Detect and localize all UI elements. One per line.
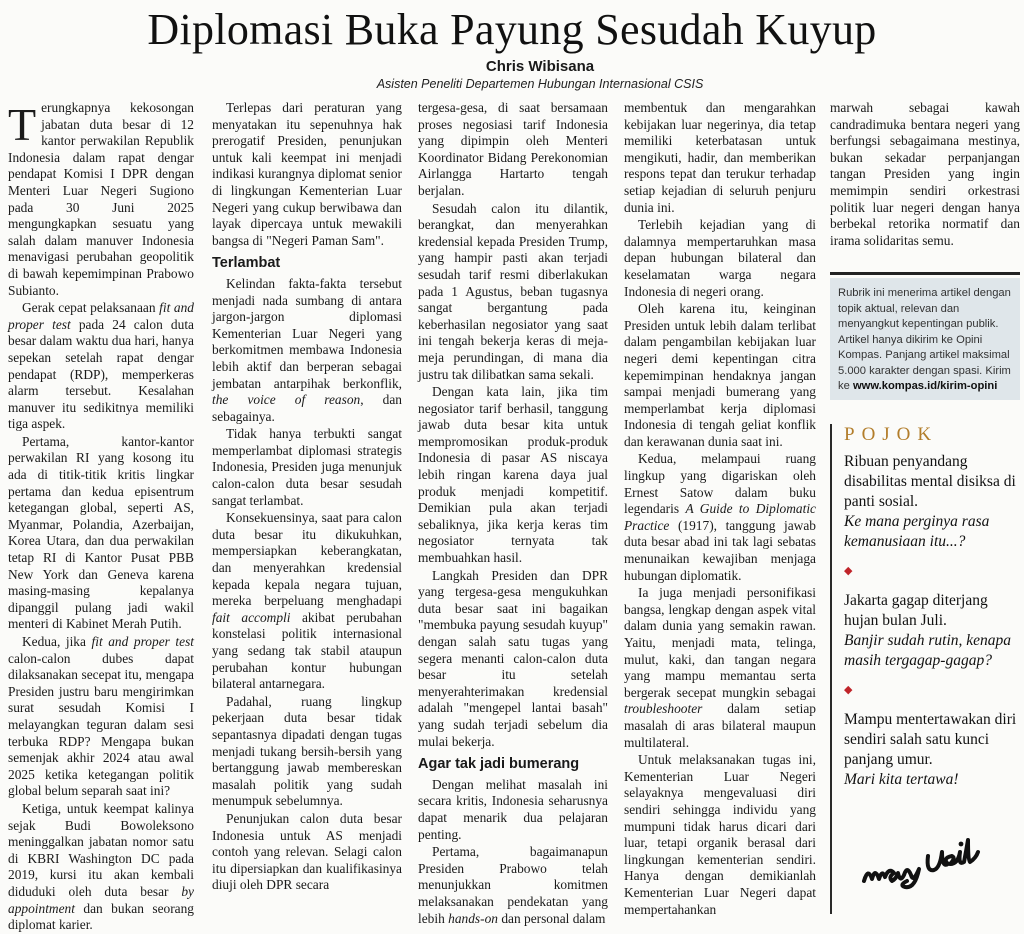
pojok-item: Ribuan penyandang disabilitas mental disiksa di panti sosial. Ke mana perginya rasa kemanusiaan itu...? xyxy=(844,453,1016,550)
paragraph: membentuk dan mengarahkan kebijakan luar negerinya, dia tetap memiliki keterbatasan untuk mengikuti, hadir, dan memberikan respons tepat dan terukur terhadap setiap kejadian di seluruh penjuru dunia ini. xyxy=(624,100,816,215)
paragraph xyxy=(8,100,194,299)
paragraph: Ketiga, untuk keempat kalinya sejak Budi Bowoleksono meninggalkan jabatan nomor satu di KBRI Washington DC pada 2019, kursi itu akan kembali diduduki oleh duta besar by appointment dan bukan seorang diplomat karier. xyxy=(8,800,194,933)
paragraph: Kedua, jika fit and proper test calon-calon dubes dapat dilaksanakan secepat itu, mengapa Presiden justru baru mengirimkan surat sesudah Komisi I melayangkan teguran dalam sesi terbuka RDP? Mengapa bukan semenjak akhir 2024 atau awal 2025 ketika ketegangan politik global belum separah saat ini? xyxy=(8,634,195,799)
paragraph-text: erungkapnya kekosongan jabatan duta besar di 12 kantor perwakilan Republik Indonesia dalam rapat dengar pendapat Komisi I DPR dengan Menteri Luar Negeri Sugiono pada 30 Juni 2025 mengungkapkan sesuatu yang salah dalam manuver Indonesia menavigasi perubahan geopolitik di bawah kepemimpinan Prabowo Subianto. xyxy=(8,100,194,298)
diamond-separator-icon: ◆ xyxy=(844,683,853,696)
paragraph: Tidak hanya terbukti sangat memperlambat diplomasi strategis Indonesia, Presiden juga menunjuk calon-calon duta besar sesudah sangat terlambat. xyxy=(212,426,402,508)
paragraph: Sesudah calon itu dilantik, berangkat, dan menyerahkan kredensial kepada Presiden Trump, yang hampir pasti akan terjadi sesudah tarif resmi diberlakukan pada 1 Agustus, beban tugasnya sangat bergantung pada keberhasilan negosiator yang saat ini tengah bekerja keras di meja-meja perundingan, di mana dia justru tak dilibatkan sama sekali. xyxy=(418,200,608,382)
drop-cap: T xyxy=(8,99,37,150)
article-column-5 xyxy=(830,100,1020,270)
paragraph: Pertama, kantor-kantor perwakilan RI yang kosong itu ada di titik-titik kritis lingkar pertama dan kedua episentrum ketegangan global, seperti AS, Myanmar, Polandia, Azerbaijan, Korea Utara, dan dua perwakilan tetap RI di Kantor Pusat PBB New York dan Geneva karena masing-masing kepalanya dipanggil pulang jadi wakil menteri di Kabinet Merah Putih. xyxy=(8,433,194,632)
infobox-divider xyxy=(830,272,1020,275)
author-affiliation: Asisten Peneliti Departemen Hubungan Internasional CSIS xyxy=(376,77,704,91)
paragraph: tergesa-gesa, di saat bersamaan proses negosiasi tarif Indonesia yang dipimpin oleh Menteri Koordinator Bidang Perekonomian Airlangga Hartarto tengah berjalan. xyxy=(418,100,608,198)
headline: Diplomasi Buka Payung Sesudah Kuyup xyxy=(147,5,877,54)
diamond-separator-icon: ◆ xyxy=(844,564,853,577)
section-subhead: Agar tak jadi bumerang xyxy=(418,756,580,773)
submission-infobox xyxy=(830,278,1020,400)
paragraph: Konsekuensinya, saat para calon duta besar itu dikukuhkan, mempersiapkan keberangkatan, dan menyerahkan kredensial kepada kepala negara tujuan, mereka berpeluang menghadapi fait accompli akibat perubahan konstelasi politik internasional yang sedang tak stabil ataupun perubahan kontur hubungan bilateral antarnegara. xyxy=(212,510,402,692)
pojok-title: POJOK xyxy=(844,424,939,445)
pojok-item: Jakarta gagap diterjang hujan bulan Juli. Banjir sudah rutin, kenapa masih tergagap-gagap? xyxy=(844,592,1012,669)
article-column-1 xyxy=(8,99,195,933)
paragraph: marwah sebagai kawah candradimuka bentara negeri yang berfungsi sebagaimana mestinya, bukan sekadar perpanjangan tangan Presiden yang ingin memimpin sendiri orkestrasi politik luar negeri dengan hanya berbekal retorika normatif dan irama solidaritas semu. xyxy=(830,100,1020,248)
article-column-2 xyxy=(212,100,402,920)
paragraph: Langkah Presiden dan DPR yang tergesa-gesa mengukuhkan duta besar saat ini bagaikan "membuka payung sesudah kuyup" dengan salah satu tugas yang segera menanti calon-calon duta besar itu setelah menyerahterimakan kredensial adalah "mengepel lantai basah" yang sudah terjadi sebelum dia mulai bekerja. xyxy=(418,567,608,749)
article-column-4 xyxy=(624,100,816,920)
paragraph: Kelindan fakta-fakta tersebut menjadi nada sumbang di antara jargon-jargon diplomasi Kementerian Luar Negeri yang berkomitmen membawa Indonesia lebih aktif dan berperan sebagai jembatan antarpihak berkonflik, the voice of reason, dan sebagainya. xyxy=(212,275,402,424)
section-subhead: Terlambat xyxy=(212,255,281,272)
article-column-3 xyxy=(418,100,608,926)
author-name: Chris Wibisana xyxy=(485,58,595,75)
pojok-item: Mampu mentertawakan diri sendiri salah satu kunci panjang umur. Mari kita tertawa! xyxy=(844,711,1017,788)
paragraph: Padahal, ruang lingkup pekerjaan duta besar tidak sepantasnya dipadati dengan tugas menjadi tukang bersih-bersih yang bertanggung jawab membereskan masalah politik yang sudah menumpuk sebelumnya. xyxy=(212,693,402,809)
paragraph: Pertama, bagaimanapun Presiden Prabowo telah menunjukkan komitmen melaksanakan pendekatan yang lebih hands-on dan personal dalam xyxy=(418,844,608,926)
submission-link[interactable]: www.kompas.id/kirim-opini xyxy=(852,380,998,392)
paragraph: Kedua, melampaui ruang lingkup yang digariskan oleh Ernest Satow dalam buku legendaris A Guide to Diplomatic Practice (1917), tanggung jawab duta besar abad ini tak lagi sebatas menunaikan kewajiban menjaga hubungan diplomatik. xyxy=(624,451,816,583)
paragraph: Ia juga menjadi personifikasi bangsa, lengkap dengan aspek vital dalam dunia yang semakin rawan. Yaitu, menjadi mata, telinga, mulut, kaki, dan tangan negara yang mampu memantau serta bergerak secepat mungkin sebagai troubleshooter dalam setiap masalah di aras bilateral maupun multilateral. xyxy=(624,585,816,750)
infobox-text: Rubrik ini menerima artikel dengan topik aktual, relevan dan menyangkut kepentingan publik. Artikel hanya dikirim ke Opini Kompas. Panjang artikel maksimal 5.000 karakter dengan spasi. Kirim ke xyxy=(838,287,1011,392)
paragraph: Untuk melaksanakan tugas ini, Kementerian Luar Negeri selayaknya mengevaluasi diri sendiri sehingga individu yang mumpuni tidak harus dicari dari luar, tetapi organik berasal dari lingkungan kementerian sendiri. Hanya dengan demikianlah Kementerian Luar Negeri dapat mempertahankan xyxy=(624,752,816,917)
paragraph: Gerak cepat pelaksanaan fit and proper test pada 24 calon duta besar dalam waktu dua hari, hanya sepekan setelah rapat dengar pendapat (RDP), memperkeras alarm tersebut. Kesalahan manuver itu sedikitnya memiliki tiga aspek. xyxy=(8,300,194,432)
paragraph: Oleh karena itu, keinginan Presiden untuk lebih dalam terlibat dalam pengambilan kebijakan luar negeri demi kepentingan citra kepemimpinan hendaknya jangan sampai menjadi bumerang yang memperlambat kerja diplomasi Indonesia di tengah geliat konflik dan kerawanan dunia saat ini. xyxy=(624,301,816,449)
paragraph: Terlepas dari peraturan yang menyatakan itu sepenuhnya hak prerogatif Presiden, penunjukan untuk kali keempat ini menjadi indikasi kurangnya diplomat senior di lingkungan Kementerian Luar Negeri yang cukup berwibawa dan layak dipercaya untuk mewakili bangsa di "Negeri Paman Sam". xyxy=(212,100,402,248)
paragraph: Dengan melihat masalah ini secara kritis, Indonesia seharusnya dapat menarik dua pelajaran penting. xyxy=(418,776,608,842)
paragraph: Penunjukan calon duta besar Indonesia untuk AS menjadi contoh yang relevan. Selagi calon itu dipersiapkan dan kualifikasinya diuji oleh DPR secara xyxy=(212,810,402,893)
signature-mang-usil xyxy=(858,826,998,896)
paragraph: Dengan kata lain, jika tim negosiator tarif berhasil, tanggung jawab duta besar kita untuk mempromosikan produk-produk Indonesia di pasar AS niscaya lebih ringan karena daya jual produk menjadi kompetitif. Demikian pula akan terjadi sebaliknya, jika kerja keras tim negosiator ternyata tak membuahkan hasil. xyxy=(418,384,608,566)
paragraph: Terlebih kejadian yang di dalamnya mempertaruhkan masa depan hubungan bilateral dan keselamatan warga negara Indonesia di negeri orang. xyxy=(624,217,816,299)
